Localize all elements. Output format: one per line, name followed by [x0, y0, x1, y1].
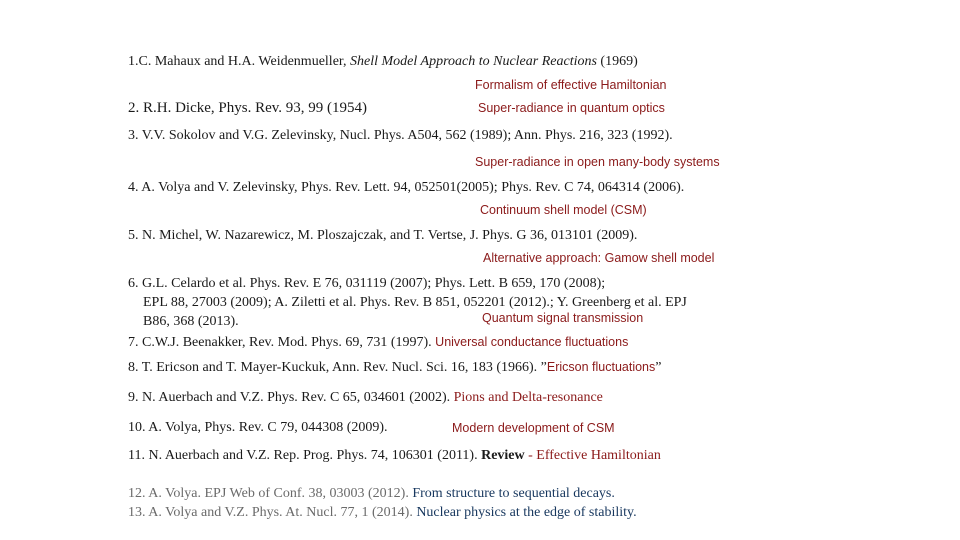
note-11: - Effective Hamiltonian [524, 448, 661, 463]
reference-7 [128, 335, 628, 351]
reference-2: 2. R.H. Dicke, Phys. Rev. 93, 99 (1954) [128, 100, 368, 116]
note-13: Nuclear physics at the edge of stability. [416, 505, 637, 520]
reference-7-text: 7. C.W.J. Beenakker, Rev. Mod. Phys. 69, 731 (1997). [128, 335, 432, 350]
note-9: Pions and Delta-resonance [453, 390, 603, 405]
reference-11 [128, 448, 661, 464]
reference-1-title: Shell Model Approach to Nuclear Reactions [350, 54, 597, 69]
note-12: From structure to sequential decays. [412, 486, 615, 501]
note-7: Universal conductance fluctuations [435, 335, 629, 349]
note-2: Super-radiance in quantum optics [478, 101, 665, 115]
reference-12 [128, 486, 615, 502]
reference-12-text: 12. A. Volya. EPJ Web of Conf. 38, 03003 (2012). [128, 486, 413, 501]
note-4: Continuum shell model (CSM) [480, 203, 647, 217]
reference-3: 3. V.V. Sokolov and V.G. Zelevinsky, Nucl. Phys. A504, 562 (1989); Ann. Phys. 216, 323 (1992). [128, 128, 673, 143]
reference-8 [128, 360, 661, 376]
reference-6-line-3: B86, 368 (2013). [143, 314, 239, 329]
reference-4: 4. A. Volya and V. Zelevinsky, Phys. Rev. Lett. 94, 052501(2005); Phys. Rev. C 74, 064314 (2006). [128, 180, 685, 195]
reference-1 [128, 54, 638, 70]
note-6: Quantum signal transmission [482, 311, 644, 325]
reference-1-year: (1969) [596, 54, 638, 69]
reference-6-line-2: EPL 88, 27003 (2009); A. Ziletti et al. Phys. Rev. B 851, 052201 (2012).; Y. Greenberg et al. EPJ [143, 295, 687, 310]
note-1: Formalism of effective Hamiltonian [475, 78, 667, 92]
reference-5: 5. N. Michel, W. Nazarewicz, M. Ploszajczak, and T. Vertse, J. Phys. G 36, 013101 (2009). [128, 228, 638, 243]
reference-1-authors: 1.C. Mahaux and H.A. Weidenmueller, [128, 54, 351, 69]
reference-11-review: Review [481, 448, 525, 463]
note-5: Alternative approach: Gamow shell model [483, 251, 715, 265]
reference-8-close: ” [655, 360, 662, 375]
reference-11-text: 11. N. Auerbach and V.Z. Rep. Prog. Phys. 74, 106301 (2011). [128, 448, 482, 463]
reference-6-line-1: 6. G.L. Celardo et al. Phys. Rev. E 76, 031119 (2007); Phys. Lett. B 659, 170 (2008); [128, 276, 606, 291]
reference-9-text: 9. N. Auerbach and V.Z. Phys. Rev. C 65, 034601 (2002). [128, 390, 454, 405]
reference-13 [128, 505, 637, 521]
reference-9 [128, 390, 603, 406]
note-10: Modern development of CSM [452, 421, 615, 435]
note-3: Super-radiance in open many-body systems [475, 155, 720, 169]
note-8: Ericson fluctuations [546, 360, 656, 374]
reference-13-text: 13. A. Volya and V.Z. Phys. At. Nucl. 77, 1 (2014). [128, 505, 417, 520]
reference-10: 10. A. Volya, Phys. Rev. C 79, 044308 (2009). [128, 420, 388, 435]
reference-8-text: 8. T. Ericson and T. Mayer-Kuckuk, Ann. Rev. Nucl. Sci. 16, 183 (1966). ” [128, 360, 547, 375]
